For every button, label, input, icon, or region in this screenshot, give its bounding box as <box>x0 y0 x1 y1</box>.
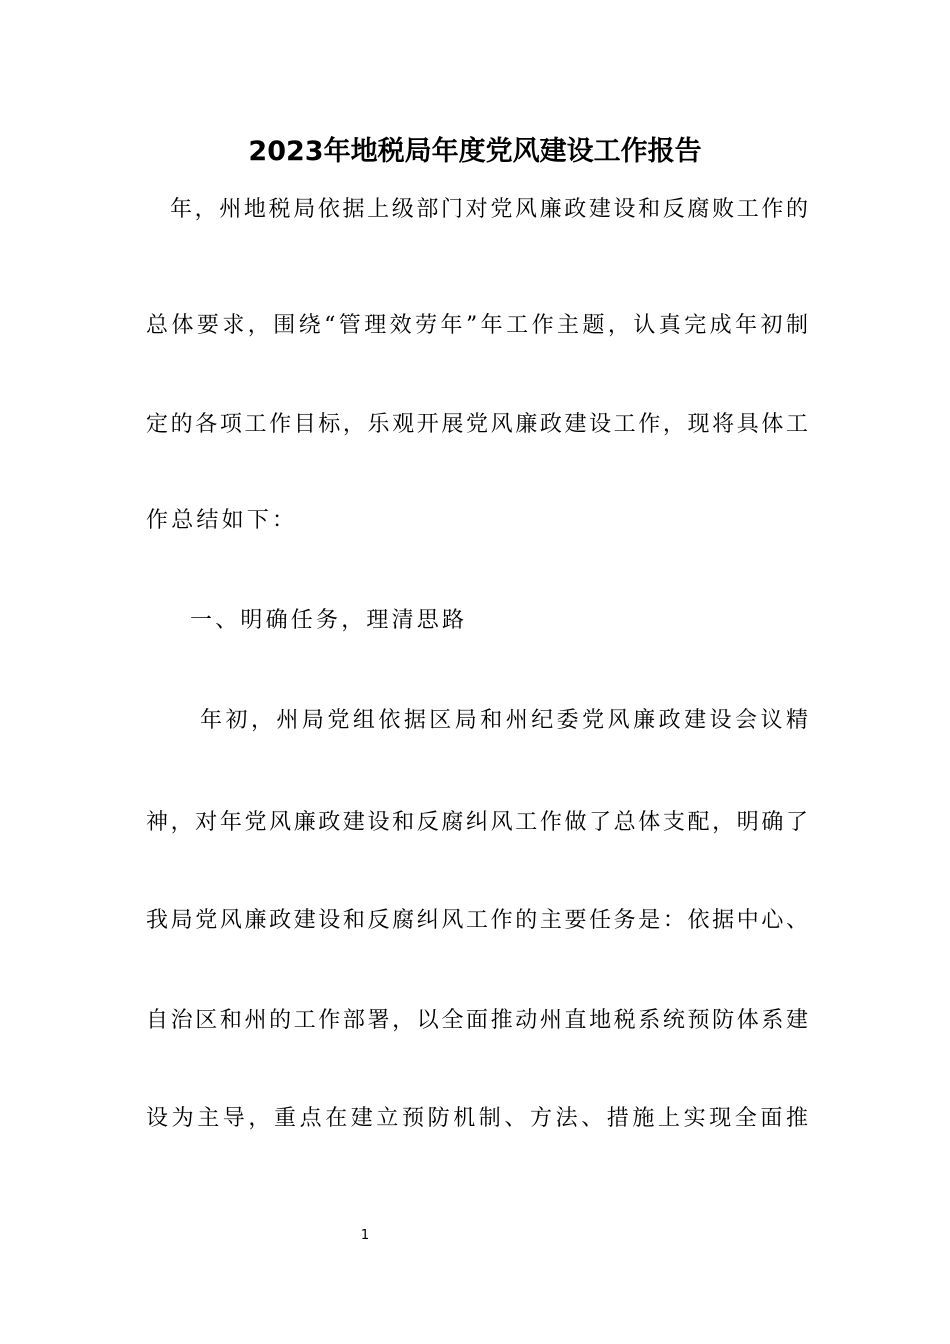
page-number: 1 <box>360 1228 370 1243</box>
paragraph-line-6: 神，对年党风廉政建设和反腐纠风工作做了总体支配，明确了 <box>146 810 808 835</box>
paragraph-line-5: 年初，州局党组依据区局和州纪委党风廉政建设会议精 <box>200 708 808 733</box>
paragraph-line-2: 总体要求，围绕“管理效劳年”年工作主题，认真完成年初制 <box>146 313 808 338</box>
section-heading: 一、明确任务，理清思路 <box>190 608 468 633</box>
paragraph-line-9: 设为主导，重点在建立预防机制、方法、措施上实现全面推 <box>146 1106 808 1131</box>
paragraph-line-3: 定的各项工作目标，乐观开展党风廉政建设工作，现将具体工 <box>146 412 808 437</box>
document-title: 2023年地税局年度党风建设工作报告 <box>248 136 702 167</box>
paragraph-line-1: 年，州地税局依据上级部门对党风廉政建设和反腐败工作的 <box>170 197 808 222</box>
paragraph-line-8: 自治区和州的工作部署，以全面推动州直地税系统预防体系建 <box>146 1008 808 1033</box>
paragraph-line-4: 作总结如下： <box>146 508 298 533</box>
paragraph-line-7: 我局党风廉政建设和反腐纠风工作的主要任务是：依据中心、 <box>146 908 808 933</box>
